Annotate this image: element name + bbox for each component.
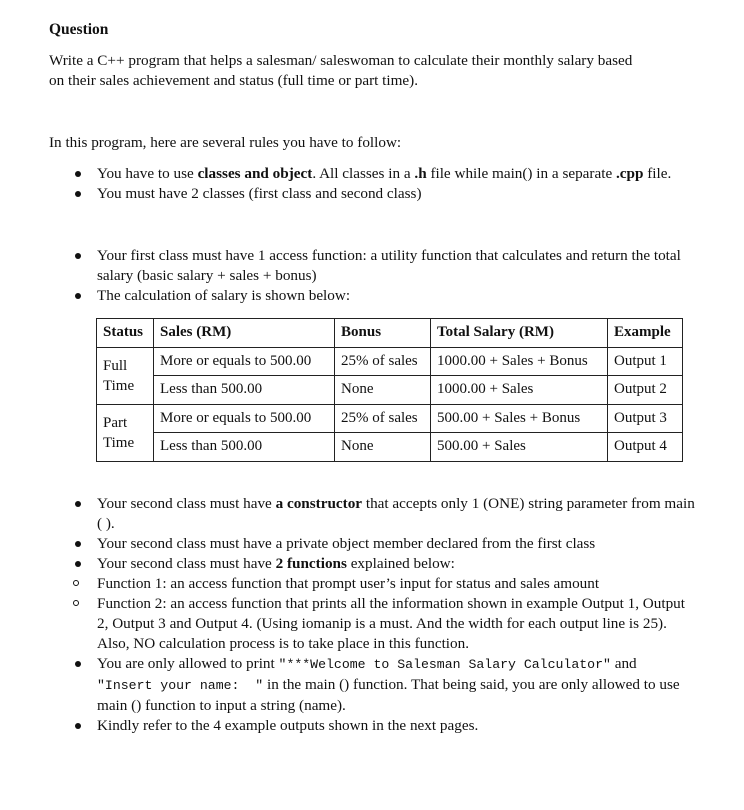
table-row [97,376,683,405]
intro-line-1: Write a C++ program that helps a salesman/ saleswoman to calculate their monthly salary based [49,52,633,69]
rule-refer-examples: Kindly refer to the 4 example outputs shown in the next pages. [49,716,699,736]
example-cell: Output 4 [608,433,683,462]
table-header-row [97,319,683,348]
question-heading: Question [49,21,109,38]
rule-constructor: Your second class must have a constructor that accepts only 1 (ONE) string parameter from main ( ). [49,494,699,534]
functions-sublist [49,574,699,654]
total-cell: 1000.00 + Sales + Bonus [431,347,608,376]
status-cell-full-time: Full Time [97,347,154,404]
bullet-icon [75,171,81,177]
bullet-icon [75,501,81,507]
code-insert-name-string: "Insert your name: " [97,678,264,693]
bold-classes-object: classes and object [197,165,313,182]
example-cell: Output 3 [608,404,683,433]
example-cell: Output 2 [608,376,683,405]
hollow-bullet-icon [73,580,79,586]
bullet-icon [75,561,81,567]
rule-two-functions: Your second class must have 2 functions explained below: Function 1: an access function that prompt user’s input for status and sales amount Function 2: an access function that prints all the information shown in example Output 1, Output 2, Output 3 and Output 4. (Using iomanip is a must. And the width for each output line is 25). Also, NO calculation process is to take place in this function. [49,554,699,654]
header-bonus: Bonus [335,319,431,348]
total-cell: 1000.00 + Sales [431,376,608,405]
rule-first-class-function: Your first class must have 1 access function: a utility function that calculates and return the total salary (basic salary + sales + bonus) [49,246,699,286]
code-welcome-string: "***Welcome to Salesman Salary Calculator" [278,657,611,672]
rule-salary-calculation: The calculation of salary is shown below: [49,286,699,306]
rules-list-bottom [49,494,699,736]
header-total-salary: Total Salary (RM) [431,319,608,348]
status-cell-part-time: Part Time [97,404,154,461]
header-status: Status [97,319,154,348]
salary-table [96,318,683,462]
table-row [97,404,683,433]
example-cell: Output 1 [608,347,683,376]
bonus-cell: 25% of sales [335,404,431,433]
rules-intro: In this program, here are several rules you have to follow: [49,134,402,151]
sales-cell: More or equals to 500.00 [154,404,335,433]
rules-list-mid [49,246,699,306]
sales-cell: Less than 500.00 [154,433,335,462]
intro-line-2: on their sales achievement and status (full time or part time). [49,72,419,89]
intro-paragraph [49,51,699,91]
table-row [97,347,683,376]
header-sales: Sales (RM) [154,319,335,348]
bullet-icon [75,253,81,259]
bold-h: .h [414,165,427,182]
bullet-icon [75,723,81,729]
sales-cell: More or equals to 500.00 [154,347,335,376]
sub-item-function-2: Function 2: an access function that prints all the information shown in example Output 1, Output 2, Output 3 and Output 4. (Using iomanip is a must. And the width for each output line is 25). Also, NO calculation process is to take place in this function. [49,594,699,654]
rule-main-print: You are only allowed to print "***Welcome to Salesman Salary Calculator" and "Insert your name: " in the main () function. That being said, you are only allowed to use main () function to input a string (name). [49,654,699,716]
rules-list-top [49,164,699,204]
bonus-cell: 25% of sales [335,347,431,376]
hollow-bullet-icon [73,600,79,606]
table-row [97,433,683,462]
bullet-icon [75,661,81,667]
rule-two-classes: You must have 2 classes (first class and second class) [49,184,699,204]
bullet-icon [75,191,81,197]
total-cell: 500.00 + Sales + Bonus [431,404,608,433]
bold-constructor: a constructor [275,495,363,512]
bonus-cell: None [335,433,431,462]
sub-item-function-1: Function 1: an access function that prompt user’s input for status and sales amount [49,574,699,594]
bold-cpp: .cpp [615,165,644,182]
bold-two-functions: 2 functions [275,555,347,572]
rule-classes-objects: You have to use classes and object. All classes in a .h file while main() in a separate .cpp file. [49,164,699,184]
bullet-icon [75,293,81,299]
rule-private-member: Your second class must have a private object member declared from the first class [49,534,699,554]
total-cell: 500.00 + Sales [431,433,608,462]
bonus-cell: None [335,376,431,405]
bullet-icon [75,541,81,547]
header-example: Example [608,319,683,348]
sales-cell: Less than 500.00 [154,376,335,405]
